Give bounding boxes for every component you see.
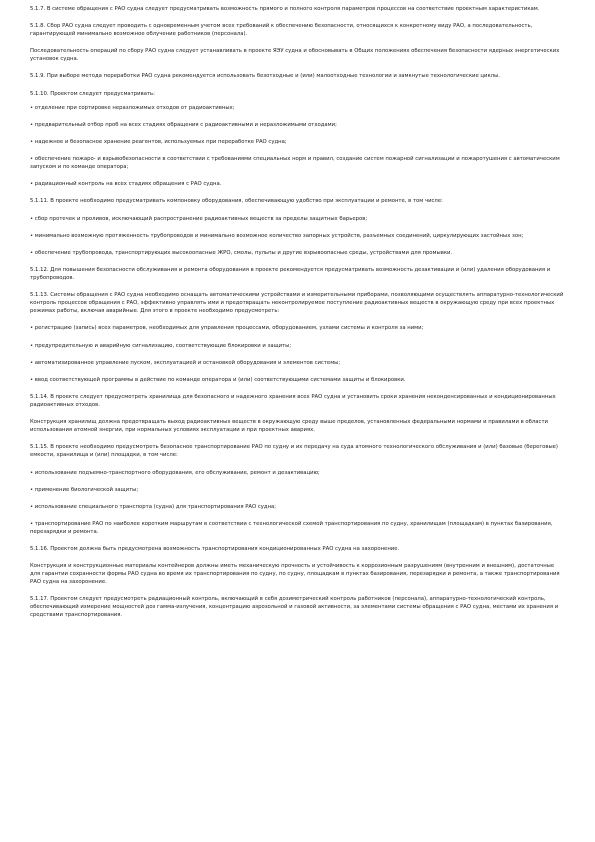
bullet-item: • надежное и безопасное хранение реагентов, используемых при переработке РАО судна; (30, 138, 287, 145)
bullet-item: • использование специального транспорта (судна) для транспортирования РАО судна; (30, 503, 277, 510)
bullet-item: • ввод соответствующей программы в действие по команде оператора и (или) соответствующими системами защиты и блокировки. (30, 377, 406, 383)
paragraph-5-1-8: 5.1.8. Сбор РАО судна следует проводить с одновременным учетом всех требований к обеспечению безопасности, относящихся к конкретному виду РАО, а последовательность, гарантирующей минимально возможное облучение работников (персонала). (30, 23, 533, 38)
bullet-item: • регистрацию (запись) всех параметров, необходимых для управления процессами, оборудованием, узлами системы и контроля за ними; (30, 325, 424, 332)
paragraph-5-1-12: 5.1.12. Для повышения безопасности обслуживания и ремонта оборудования в проекте рекомендуется предусматривать возможность дезактивации и (или) удаления оборудования и трубопроводов. (30, 267, 551, 282)
paragraph-sequence: Последовательность операций по сбору РАО судна следует устанавливать в проекте ЯЭУ судна и обосновывать в Общих положениях обеспечения безопасности ядерных энергетических установок судна. (30, 48, 560, 63)
paragraph-5-1-13: 5.1.13. Системы обращения с РАО судна необходимо оснащать автоматическими устройствами и измерительными приборами, позволяющими осуществлять аппаратурно-технологический контроль процессов обращения с РАО, эффективно управлять ими и предотвращать неконтролируемое поступление радиоактивных веществ в окружающую среду при всех проектных режимах работы, включая аварийные. Для этого в проекте необходимо предусмотреть: (30, 292, 564, 315)
paragraph-5-1-15: 5.1.15. В проекте необходимо предусмотреть безопасное транспортирование РАО по судну и их передачу на суда атомного технологического обслуживания и (или) базовые (береговые) емкости, хранилища и (или) площадки, в том числе: (30, 444, 558, 459)
paragraph-storage-design: Конструкция хранилищ должна предотвращать выход радиоактивных веществ в окружающую среду выше пределов, установленных федеральными нормами и правилами в области использования атомной энергии, при нормальных условиях эксплуатации и при проектных авариях. (30, 419, 548, 434)
paragraph-5-1-16: 5.1.16. Проектом должна быть предусмотрена возможность транспортирования кондиционированных РАО судна на захоронение. (30, 546, 400, 553)
bullet-item: • радиационный контроль на всех стадиях обращения с РАО судна. (30, 181, 222, 188)
bullet-item: • автоматизированное управление пуском, эксплуатацией и остановкой оборудования и элементов системы; (30, 359, 341, 366)
bullet-item: • предупредительную и аварийную сигнализацию, соответствующие блокировки и защиты; (30, 342, 292, 349)
bullet-item: • сбор протечек и проливов, исключающий распространение радиоактивных веществ за пределы защитных барьеров; (30, 215, 368, 222)
bullet-item: • обеспечение трубопровода, транспортирующих высокоопасные ЖРО, смолы, пульпы и другие взрывоопасные среды, устройствами для промывки. (30, 250, 453, 257)
bullet-item: • применение биологической защиты; (30, 486, 139, 493)
bullet-item: • транспортирование РАО по наиболее коротким маршрутам в соответствии с технологической схемой транспортирования по судну, хранилищам (площадкам) в пунктах базирования, перезарядки и ремонта. (30, 521, 553, 536)
paragraph-5-1-11: 5.1.11. В проекте необходимо предусматривать компоновку оборудования, обеспечивающую удобство при эксплуатации и ремонте, в том числе: (30, 198, 443, 205)
bullet-item: • предварительный отбор проб на всех стадиях обращения с радиоактивными и неразложимыми отходами; (30, 121, 337, 128)
bullet-item: • минимально возможную протяженность трубопроводов и минимально возможное количество запорных устройств, разъемных соединений, циркулирующих застойных зон; (30, 232, 524, 239)
paragraph-5-1-10: 5.1.10. Проектом следует предусматривать: (30, 90, 155, 97)
bullet-item: • использование подъемно-транспортного оборудования, его обслуживание, ремонт и дезактивацию; (30, 469, 320, 476)
paragraph-5-1-14: 5.1.14. В проекте следует предусмотреть хранилища для безопасного и надежного хранения всех РАО судна и установить сроки хранения неконденсированных и кондиционированных радиоактивных отходов. (30, 394, 556, 409)
paragraph-containers: Конструкция и конструкционные материалы контейнеров должны иметь механическую прочность и устойчивость к коррозионным разрушениям (внутренним и внешним), достаточные для гарантии сохранности формы РАО судна во время их транспортирования по судну, по судну, площадкам в пунктах базирования, перезарядки и ремонта, а также транспортирования РАО судна на захоронение. (30, 563, 560, 586)
bullet-item: • обеспечение пожаро- и взрывобезопасности в соответствии с требованиями специальных норм и правил, создание систем пожарной сигнализации и пожаротушения с автоматическим запуском и по команде оператора; (30, 156, 560, 171)
paragraph-5-1-17: 5.1.17. Проектом следует предусмотреть радиационный контроль, включающий в себя дозиметрический контроль работников (персонала), аппаратурно-технологический контроль, обеспечивающий измерение мощностей доз гамма-излучения, концентрацию аэрозольной и газовой активности, за элементами системы обращения с РАО судна, местами их хранения и средствами транспортирования. (30, 596, 559, 619)
paragraph-5-1-7: 5.1.7. В системе обращения с РАО судна следует предусматривать возможность прямого и полного контроля параметров процессов на соответствие проектным характеристикам. (30, 6, 540, 12)
document-page (30, 6, 565, 629)
bullet-item: • отделение при сортировке неразложимых отходов от радиоактивных; (30, 104, 235, 111)
paragraph-5-1-9: 5.1.9. При выборе метода переработки РАО судна рекомендуется использовать безотходные и (или) малоотходные технологии и замкнутые технологические циклы. (30, 73, 500, 80)
